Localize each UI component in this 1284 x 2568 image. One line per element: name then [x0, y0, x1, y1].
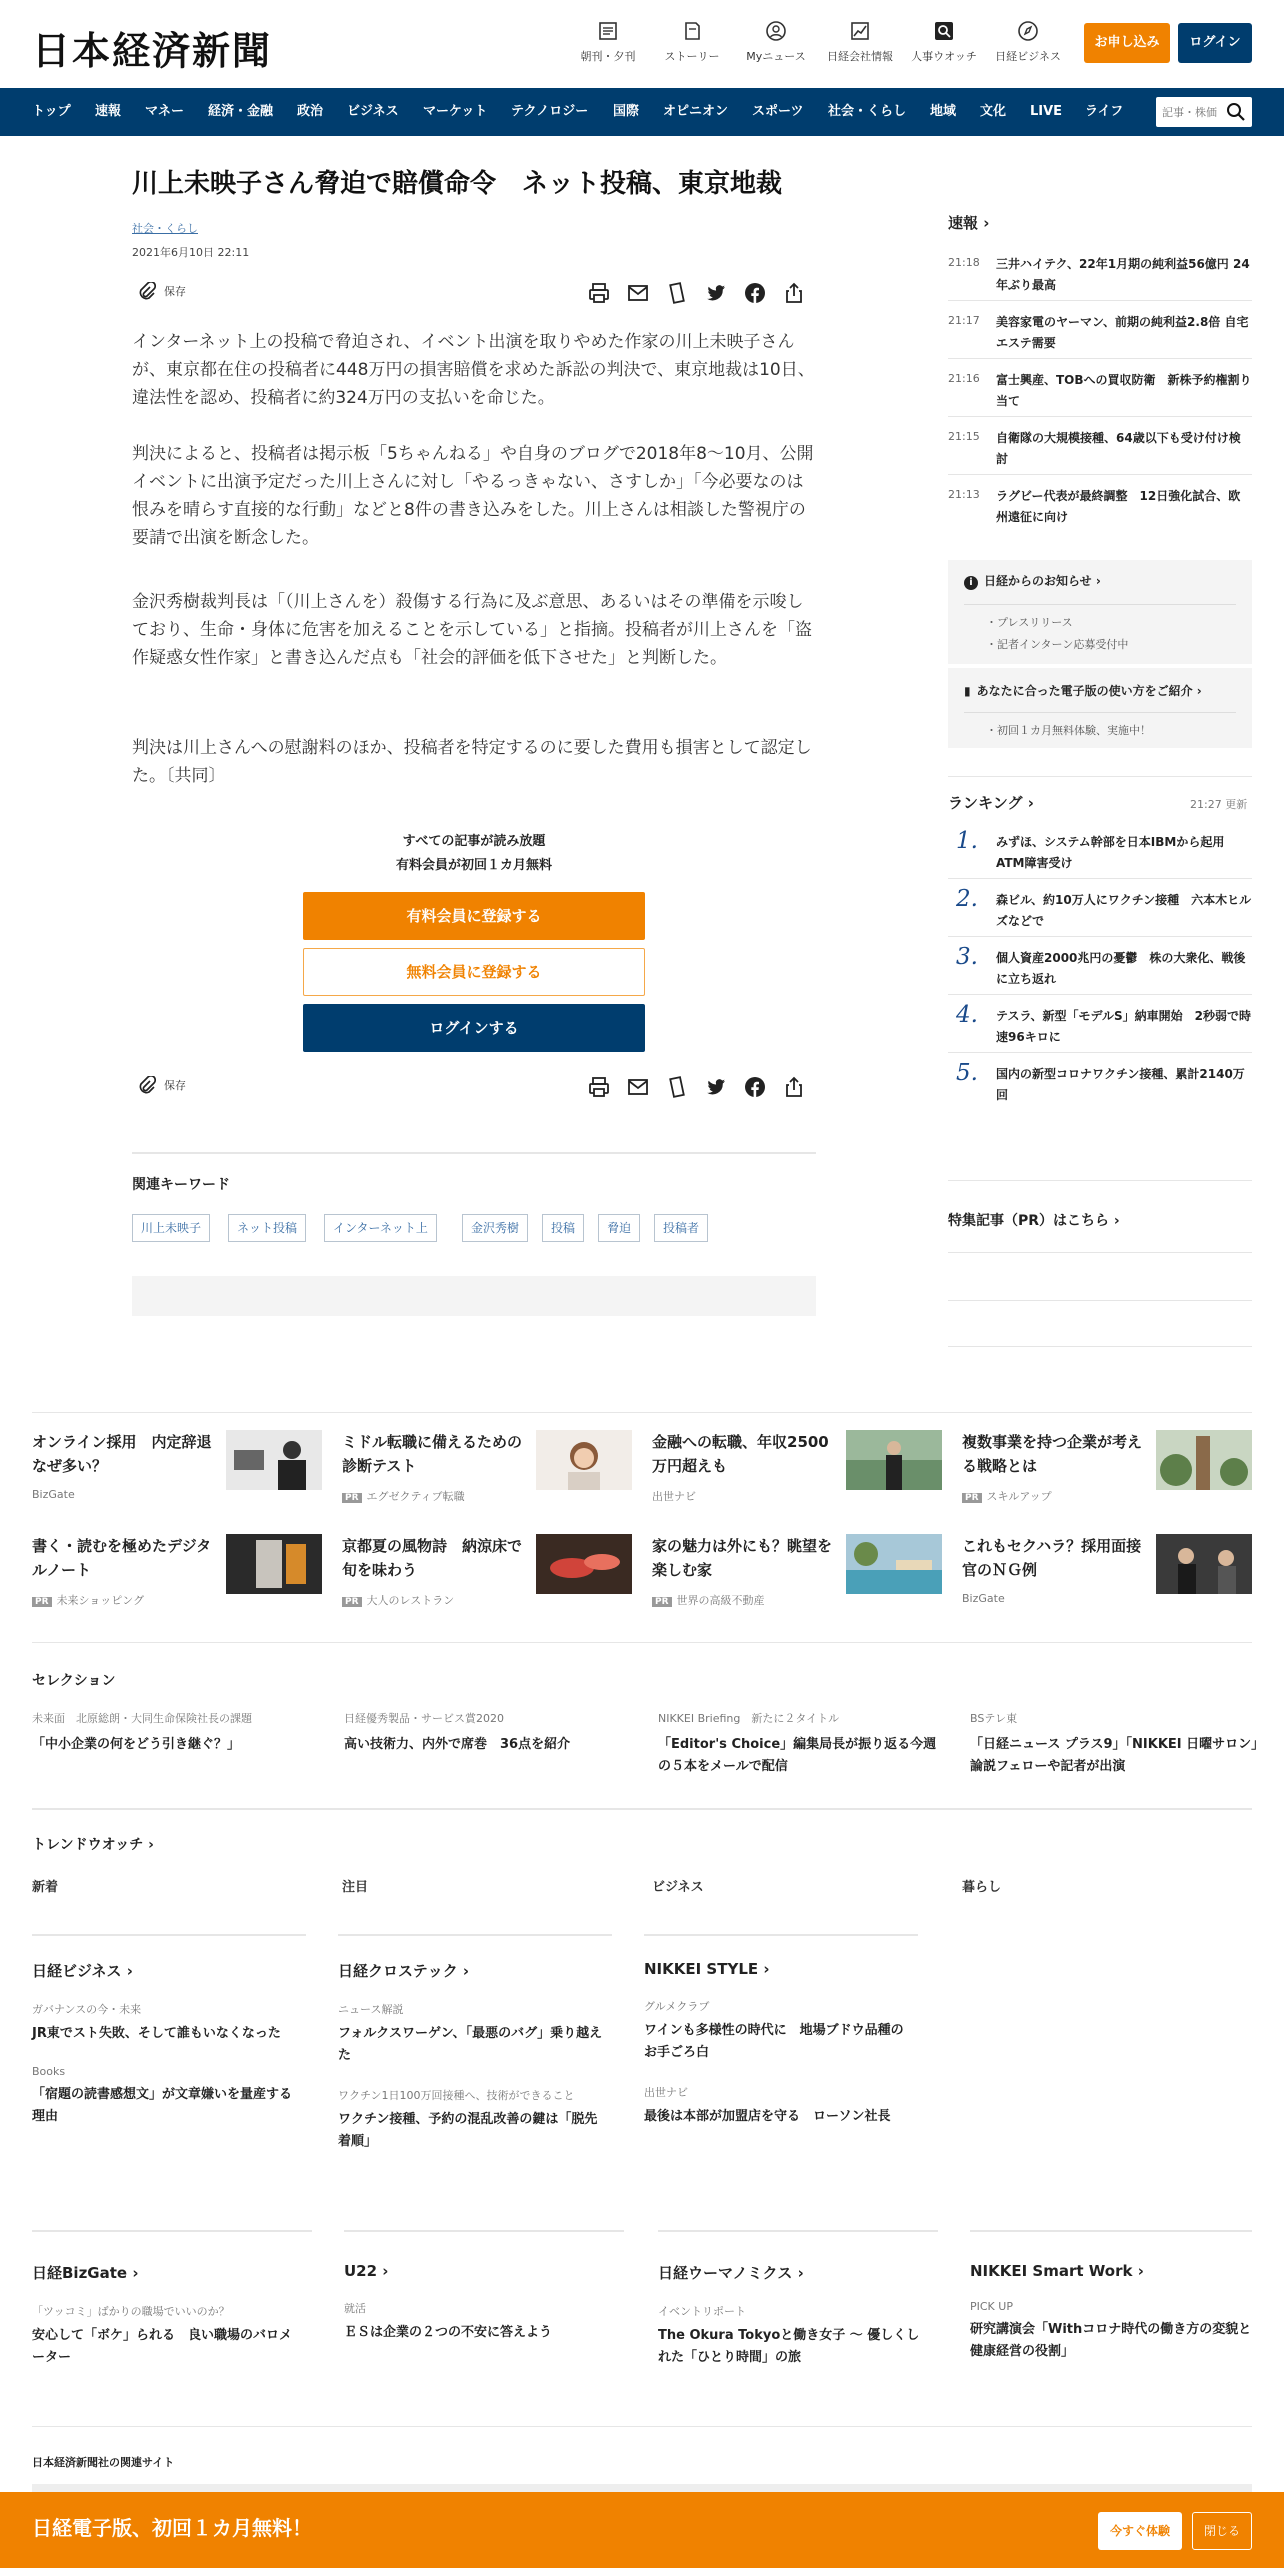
rank-headline: 森ビル、約10万人にワクチン接種 六本木ヒルズなどで	[996, 893, 1252, 928]
media-kicker: Books	[32, 2065, 66, 2078]
mail-icon[interactable]	[625, 280, 651, 306]
ad-source-wrap	[32, 1592, 144, 1608]
ranking-updated: 21:27 更新	[1190, 798, 1248, 811]
search-icon[interactable]	[1226, 102, 1246, 122]
ranking-item[interactable]	[948, 944, 1252, 992]
rank-headline: 個人資産2000兆円の憂鬱 株の大衆化、戦後に立ち返れ	[996, 951, 1246, 986]
rank-headline: テスラ、新型「モデルS」納車開始 2秒弱で時速96キロに	[996, 1009, 1251, 1044]
media-title: 日経クロステック	[338, 1962, 458, 1980]
save-label: 保存	[164, 285, 186, 298]
news-headline: 自衛隊の大規模接種、64歳以下も受け付け検討	[996, 431, 1241, 466]
login-button[interactable]: ログイン	[1178, 23, 1252, 63]
media-column-xtech	[338, 1960, 608, 2173]
divider	[964, 712, 1236, 713]
ad-headline: これもセクハラ？採用面接官のＮＧ例	[962, 1537, 1142, 1579]
keyword-tag[interactable]: 川上未映子	[132, 1214, 210, 1242]
edition-guide-item-label: 初回１カ月無料体験、実施中！	[997, 724, 1151, 737]
divider	[948, 1180, 1252, 1181]
media-column-smart-work	[970, 2262, 1252, 2383]
login-cta-button[interactable]: ログインする	[303, 1004, 645, 1052]
nav-item-top[interactable]: トップ	[32, 104, 71, 119]
tab-featured[interactable]: 注目	[342, 1880, 369, 1895]
ad-card[interactable]	[32, 1430, 322, 1510]
sushi-photo	[536, 1534, 632, 1594]
divider	[658, 2230, 938, 2232]
pr-badge: PR	[342, 1493, 362, 1503]
ad-source: BizGate	[962, 1592, 1005, 1605]
header-link-morning-evening[interactable]	[568, 20, 648, 64]
header-link-label: 日経会社情報	[827, 50, 893, 63]
media-column-bizgate	[32, 2262, 302, 2389]
media-title: U22	[344, 2262, 378, 2280]
ad-card[interactable]	[32, 1534, 322, 1614]
ranking-item[interactable]	[948, 1060, 1252, 1108]
header-link-personnel-watch[interactable]	[904, 20, 984, 64]
media-article[interactable]	[32, 2303, 302, 2369]
selection-headline: 「Editor's Choice」編集局長が振り返る今週の５本をメールで配信	[658, 1737, 937, 1774]
media-column-nikkei-style	[644, 1960, 914, 2148]
media-kicker: 「ツッコミ」ばかりの職場でいいのか？	[32, 2305, 230, 2318]
ad-headline: ミドル転職に備えるための診断テスト	[342, 1433, 523, 1475]
news-headline: 富士興産、TOBへの買収防衛 新株予約権割り当て	[996, 373, 1252, 408]
ad-source: 未来ショッピング	[56, 1594, 145, 1607]
header-link-nikkei-business[interactable]	[988, 20, 1068, 64]
media-kicker: ニュース解説	[338, 2003, 404, 2016]
divider	[32, 1808, 1252, 1810]
chevron-right-icon: ›	[983, 214, 990, 232]
notice-item-label: 記者インターン応募受付中	[997, 638, 1129, 651]
divider	[964, 604, 1236, 605]
notice-title: 日経からのお知らせ	[984, 574, 1092, 588]
notice-title-link[interactable]: i 日経からのお知らせ ›	[964, 572, 1101, 590]
apply-button[interactable]: お申し込み	[1084, 23, 1170, 63]
divider	[32, 2426, 1252, 2427]
keyword-tag[interactable]: 投稿者	[654, 1214, 708, 1242]
media-column-womanomics	[658, 2262, 928, 2389]
newspaper-icon	[597, 20, 619, 42]
nav-item-life[interactable]: ライフ	[1085, 104, 1124, 119]
divider	[32, 2230, 312, 2232]
paywall-line: すべての記事が読み放題	[402, 834, 546, 849]
print-icon[interactable]	[586, 280, 612, 306]
tab-divider	[32, 1934, 306, 1936]
news-headline: ラグビー代表が最終調整 12日強化試合、欧州遠征に向け	[996, 489, 1241, 524]
save-button[interactable]	[138, 282, 186, 302]
divider	[32, 1412, 1252, 1413]
book-icon	[681, 20, 703, 42]
article-date: 2021年6月10日 22:11	[132, 246, 250, 259]
media-title-link[interactable]: U22 ›	[344, 2262, 389, 2280]
magnifier-icon	[933, 20, 955, 42]
header-link-label: Myニュース	[746, 50, 806, 63]
compass-icon	[1017, 20, 1039, 42]
ad-card[interactable]	[962, 1430, 1252, 1510]
keyword-tag[interactable]: 金沢秀樹	[462, 1214, 528, 1242]
media-title-link[interactable]: NIKKEI Smart Work ›	[970, 2262, 1144, 2280]
try-now-button[interactable]: 今すぐ体験	[1098, 2512, 1182, 2550]
divider	[970, 2230, 1252, 2232]
nav-item-money[interactable]: マネー	[145, 104, 185, 119]
tab-business[interactable]: ビジネス	[652, 1880, 704, 1895]
media-title-link[interactable]: 日経ウーマノミクス ›	[658, 2264, 804, 2282]
nav-item-international[interactable]: 国際	[613, 104, 640, 119]
ad-source-wrap	[342, 1488, 465, 1504]
book-icon: ▮	[964, 684, 971, 698]
divider	[948, 358, 1252, 359]
divider	[948, 474, 1252, 475]
mail-icon[interactable]	[625, 1074, 651, 1100]
nav-item-business[interactable]: ビジネス	[347, 104, 399, 119]
ad-source: スキルアップ	[986, 1490, 1052, 1503]
flash-news-title[interactable]	[948, 212, 989, 233]
selection-title: セレクション	[32, 1673, 116, 1689]
selection-headline: 「中小企業の何をどう引き継ぐ？」	[32, 1737, 241, 1752]
chart-icon	[849, 20, 871, 42]
media-kicker: PICK UP	[970, 2300, 1013, 2313]
free-signup-button[interactable]: 無料会員に登録する	[303, 948, 645, 996]
paid-signup-button[interactable]: 有料会員に登録する	[303, 892, 645, 940]
share-icon[interactable]	[781, 1074, 807, 1100]
rank-number: 5.	[956, 1060, 978, 1086]
ad-source: BizGate	[32, 1488, 75, 1501]
media-headline: 最後は本部が加盟店を守る ローソン社長	[644, 2109, 891, 2124]
flash-news-item[interactable]	[948, 428, 1252, 472]
nikkei-notice-box	[948, 560, 1252, 664]
main-nav	[0, 88, 1284, 136]
ranking-item[interactable]	[948, 886, 1252, 934]
selection-kicker: 未来面 北原総朗・大同生命保険社長の課題	[32, 1712, 252, 1725]
media-column-nikkei-business	[32, 1960, 302, 2148]
keyword-tag[interactable]: 脅迫	[598, 1214, 640, 1242]
ranking-title[interactable]: ランキング ›	[948, 794, 1034, 812]
nikkei-logo[interactable]: 日本経済新聞	[32, 28, 273, 73]
top-header	[0, 0, 1284, 88]
media-title-link[interactable]: 日経ビジネス ›	[32, 1962, 133, 1980]
media-headline: ＥＳは企業の２つの不安に答えよう	[344, 2325, 553, 2340]
ranking-item[interactable]	[948, 1002, 1252, 1050]
ad-card[interactable]	[652, 1534, 942, 1614]
divider	[32, 1642, 1252, 1643]
media-headline: JR東でスト失敗、そして誰もいなくなった	[32, 2026, 281, 2041]
selection-item[interactable]	[658, 1710, 948, 1778]
nav-item-culture[interactable]: 文化	[980, 104, 1007, 119]
nav-item-sports[interactable]: スポーツ	[752, 104, 804, 119]
office-photo	[226, 1430, 322, 1490]
media-title: NIKKEI STYLE	[644, 1960, 759, 1978]
divider	[344, 2230, 624, 2232]
pr-features-link[interactable]: 特集記事（PR）はこちら ›	[948, 1213, 1120, 1229]
tab-divider	[338, 1934, 612, 1936]
nav-item-opinion[interactable]: オピニオン	[663, 104, 729, 119]
media-article[interactable]	[338, 2087, 608, 2153]
media-title: 日経ウーマノミクス	[658, 2264, 793, 2282]
pool-photo	[846, 1534, 942, 1594]
flash-news-item[interactable]	[948, 370, 1252, 414]
nav-item-technology[interactable]: テクノロジー	[511, 104, 589, 119]
pr-badge: PR	[962, 1493, 982, 1503]
paywall-line: 有料会員が初回１カ月無料	[395, 858, 552, 873]
nav-item-market[interactable]: マーケット	[423, 104, 488, 119]
header-link-label: 日経ビジネス	[995, 50, 1061, 63]
nav-item-society[interactable]: 社会・くらし	[828, 104, 907, 119]
ad-card[interactable]	[962, 1534, 1252, 1614]
media-title: NIKKEI Smart Work	[970, 2262, 1133, 2280]
pr-badge: PR	[342, 1597, 362, 1607]
ranking-title-label: ランキング	[948, 794, 1023, 812]
media-title-link[interactable]: 日経クロステック ›	[338, 1962, 470, 1980]
media-title: 日経ビジネス	[32, 1962, 122, 1980]
selection-headline: 高い技術力、内外で席巻 36点を紹介	[344, 1737, 571, 1752]
save-button[interactable]	[138, 1076, 186, 1096]
ad-source-wrap	[962, 1488, 1052, 1504]
media-headline: The Okura Tokyoと働き女子 ～ 優しくしれた「ひとり時間」の旅	[658, 2328, 920, 2365]
nav-item-region[interactable]: 地域	[930, 104, 957, 119]
nav-item-politics[interactable]: 政治	[297, 104, 324, 119]
news-time: 21:18	[948, 256, 980, 269]
pr-features-label: 特集記事（PR）はこちら	[948, 1213, 1110, 1229]
news-headline: 三井ハイテク、22年1月期の純利益56億円 24年ぶり最高	[996, 257, 1250, 292]
ad-card[interactable]	[652, 1430, 942, 1510]
media-kicker: 出世ナビ	[644, 2086, 688, 2099]
ad-source-wrap	[342, 1592, 454, 1608]
selection-item[interactable]	[344, 1710, 634, 1756]
print-icon[interactable]	[586, 1074, 612, 1100]
rank-number: 2.	[956, 886, 978, 912]
edition-guide-link[interactable]: ▮ あなたに合った電子版の使い方をご紹介 ›	[964, 684, 1202, 698]
article-paragraph: インターネット上の投稿で脅迫され、イベント出演を取りやめた作家の川上未映子さんが、東京都在住の投稿者に448万円の損害賠償を求めた訴訟の判決で、東京地裁は10日、違法性を認め、投稿者に約324万円の支払いを命じた。	[132, 332, 815, 408]
info-icon: i	[964, 576, 978, 590]
tablet-photo	[226, 1534, 322, 1594]
twitter-icon[interactable]	[703, 1074, 729, 1100]
divider	[948, 1346, 1252, 1347]
flash-news-item[interactable]	[948, 486, 1252, 530]
ad-source: 世界の高級不動産	[676, 1594, 765, 1607]
media-headline: 「宿題の読書感想文」が文章嫌いを量産する理由	[32, 2087, 293, 2124]
divider	[948, 994, 1252, 995]
ad-source-wrap	[652, 1592, 765, 1608]
rank-number: 3.	[956, 944, 978, 970]
related-sites-title: 日本経済新聞社の関連サイト	[32, 2456, 175, 2469]
ad-source: 大人のレストラン	[366, 1594, 455, 1607]
article-paragraph: 金沢秀樹裁判長は「（川上さんを）殺傷する行為に及ぶ意思、あるいはその準備を示唆しており、生命・身体に危害を加えることを示している」と指摘。投稿者が川上さんを「盗作疑惑女性作家」と書き込んだ点も「社会的評価を低下させた」と判断した。	[132, 592, 812, 668]
header-link-label: 朝刊・夕刊	[580, 50, 636, 63]
nav-item-economy[interactable]: 経済・金融	[208, 104, 274, 119]
ad-source: エグゼクティブ転職	[366, 1490, 465, 1503]
media-article[interactable]	[644, 2084, 914, 2128]
share-bar-top	[132, 278, 816, 308]
divider	[948, 1300, 1252, 1301]
ad-card[interactable]	[342, 1430, 632, 1510]
paperclip-icon	[138, 1076, 156, 1096]
header-link-mynews[interactable]	[736, 20, 816, 64]
media-headline: 研究講演会「Withコロナ時代の働き方の変貌と健康経営の役割」	[970, 2322, 1252, 2359]
news-time: 21:16	[948, 372, 980, 385]
edition-guide-title: あなたに合った電子版の使い方をご紹介	[976, 684, 1193, 698]
keyword-tag[interactable]: ネット投稿	[228, 1214, 306, 1242]
pr-badge: PR	[652, 1597, 672, 1607]
notice-item[interactable]: ・プレスリリース	[986, 616, 1073, 629]
rank-number: 4.	[956, 1002, 978, 1028]
edition-guide-box	[948, 668, 1252, 748]
clip-article-icon[interactable]	[664, 1074, 690, 1100]
media-article[interactable]	[338, 2001, 608, 2067]
interview-photo	[1156, 1534, 1252, 1594]
trend-watch-title[interactable]: トレンドウオッチ ›	[32, 1837, 154, 1853]
related-sites-logos	[32, 2484, 1252, 2492]
flash-news-item[interactable]	[948, 254, 1252, 298]
media-article[interactable]	[658, 2303, 928, 2369]
media-article[interactable]	[344, 2300, 614, 2344]
keyword-tag[interactable]: インターネット上	[324, 1214, 437, 1242]
news-time: 21:15	[948, 430, 980, 443]
ad-card[interactable]	[342, 1534, 632, 1614]
selection-item[interactable]	[32, 1710, 322, 1756]
twitter-icon[interactable]	[703, 280, 729, 306]
selection-kicker: NIKKEI Briefing 新たに２タイトル	[658, 1712, 840, 1725]
nav-item-flash[interactable]: 速報	[95, 104, 122, 119]
ad-placeholder	[132, 1276, 816, 1316]
ad-headline: 家の魅力は外にも？眺望を楽しむ家	[652, 1537, 833, 1579]
ad-headline: 金融への転職、年収2500万円超えも	[652, 1433, 829, 1475]
media-article[interactable]	[32, 2065, 302, 2128]
header-link-label: ストーリー	[664, 50, 720, 63]
media-article[interactable]	[32, 2001, 302, 2045]
media-article[interactable]	[970, 2300, 1252, 2363]
save-label: 保存	[164, 1079, 186, 1092]
trial-banner	[0, 2492, 1284, 2568]
divider	[132, 1152, 816, 1154]
media-headline: フォルクスワーゲン、「最悪のバグ」乗り越えた	[338, 2026, 603, 2063]
news-headline: 美容家電のヤーマン、前期の純利益2.8倍 自宅エステ需要	[996, 315, 1249, 350]
news-time: 21:13	[948, 488, 980, 501]
notice-item[interactable]: ・記者インターン応募受付中	[986, 638, 1129, 651]
divider	[948, 416, 1252, 417]
flash-news-item[interactable]	[948, 312, 1252, 356]
notice-item-label: プレスリリース	[997, 616, 1073, 629]
ad-headline: 書く・読むを極めたデジタルノート	[32, 1537, 212, 1579]
pr-badge: PR	[32, 1597, 52, 1607]
paperclip-icon	[138, 282, 156, 302]
divider	[948, 878, 1252, 879]
article-category-link[interactable]: 社会・くらし	[132, 222, 198, 235]
close-banner-button[interactable]: 閉じる	[1192, 2512, 1252, 2550]
media-headline: ワクチン接種、予約の混乱改善の鍵は「脱先着順」	[338, 2112, 598, 2149]
nav-item-live[interactable]: LIVE	[1030, 104, 1063, 119]
paywall-message	[132, 830, 816, 878]
header-link-story[interactable]	[652, 20, 732, 64]
media-title-link[interactable]: 日経BizGate ›	[32, 2264, 139, 2282]
media-kicker: グルメクラブ	[644, 2000, 710, 2013]
ad-source: 出世ナビ	[652, 1490, 696, 1503]
ad-headline: 京都夏の風物詩 納涼床で旬を味わう	[342, 1537, 523, 1579]
divider	[948, 1052, 1252, 1053]
share-bar-bottom	[132, 1072, 816, 1102]
selection-kicker: BSテレ東	[970, 1712, 1018, 1725]
search-input[interactable]	[1162, 103, 1222, 121]
header-link-company-info[interactable]	[820, 20, 900, 64]
facebook-icon[interactable]	[742, 1074, 768, 1100]
selection-item[interactable]	[970, 1710, 1260, 1778]
tab-lifestyle[interactable]: 暮らし	[962, 1880, 1002, 1895]
selection-kicker: 日経優秀製品・サービス賞2020	[344, 1712, 504, 1725]
media-column-u22	[344, 2262, 614, 2364]
ad-headline: オンライン採用 内定辞退なぜ多い？	[32, 1433, 212, 1475]
tab-divider	[644, 1934, 918, 1936]
media-kicker: 就活	[344, 2302, 366, 2315]
news-time: 21:17	[948, 314, 980, 327]
media-headline: 安心して「ボケ」られる 良い職場のバロメーター	[32, 2328, 293, 2365]
article-paragraph: 判決によると、投稿者は掲示板「5ちゃんねる」や自身のブログで2018年8～10月、公開イベントに出演予定だった川上さんに対し「やるっきゃない、さすしか」「今必要なのは恨みを晴らす直接的な行動」などと8件の書き込みをした。川上さんは相談した警視庁の要請で出演を断念した。	[132, 444, 814, 548]
clip-article-icon[interactable]	[664, 280, 690, 306]
keywords-title: 関連キーワード	[132, 1177, 230, 1193]
rank-headline: みずほ、システム幹部を日本IBMから起用 ATM障害受け	[996, 835, 1237, 870]
edition-guide-item[interactable]: ・初回１カ月無料体験、実施中！	[986, 724, 1151, 737]
ad-headline: 複数事業を持つ企業が考える戦略とは	[962, 1433, 1143, 1475]
header-link-label: 人事ウオッチ	[911, 50, 977, 63]
rank-headline: 国内の新型コロナワクチン接種、累計2140万回	[996, 1067, 1245, 1102]
ranking-item[interactable]	[948, 828, 1252, 876]
share-icon[interactable]	[781, 280, 807, 306]
media-headline: ワインも多様性の時代に 地場ブドウ品種のお手ごろ白	[644, 2023, 904, 2060]
media-kicker: ワクチン1日100万回接種へ、技術ができること	[338, 2089, 575, 2102]
tab-new[interactable]: 新着	[32, 1880, 59, 1895]
divider	[948, 300, 1252, 301]
search-box	[1156, 97, 1252, 127]
selection-headline: 「日経ニュース プラス9」「NIKKEI 日曜サロン」論説フェローや記者が出演	[970, 1737, 1258, 1774]
trend-watch-label: トレンドウオッチ	[32, 1837, 144, 1853]
businessman-photo	[846, 1430, 942, 1490]
divider	[948, 1252, 1252, 1253]
keyword-tag[interactable]: 投稿	[542, 1214, 584, 1242]
flash-news-title-label: 速報	[948, 214, 979, 232]
rank-number: 1.	[956, 828, 978, 854]
divider	[948, 776, 1252, 777]
media-article[interactable]	[644, 1998, 914, 2064]
woman-photo	[536, 1430, 632, 1490]
tower-photo	[1156, 1430, 1252, 1490]
divider	[948, 936, 1252, 937]
facebook-icon[interactable]	[742, 280, 768, 306]
media-title-link[interactable]: NIKKEI STYLE ›	[644, 1960, 770, 1978]
media-title: 日経BizGate	[32, 2264, 128, 2282]
banner-text: 日経電子版、初回１カ月無料！	[32, 2516, 312, 2540]
article-paragraph: 判決は川上さんへの慰謝料のほか、投稿者を特定するのに要した費用も損害として認定した。〔共同〕	[132, 738, 812, 786]
media-kicker: ガバナンスの今・未来	[32, 2003, 142, 2016]
article-title: 川上未映子さん脅迫で賠償命令 ネット投稿、東京地裁	[132, 169, 783, 199]
media-kicker: イベントリポート	[658, 2305, 746, 2318]
user-icon	[765, 20, 787, 42]
